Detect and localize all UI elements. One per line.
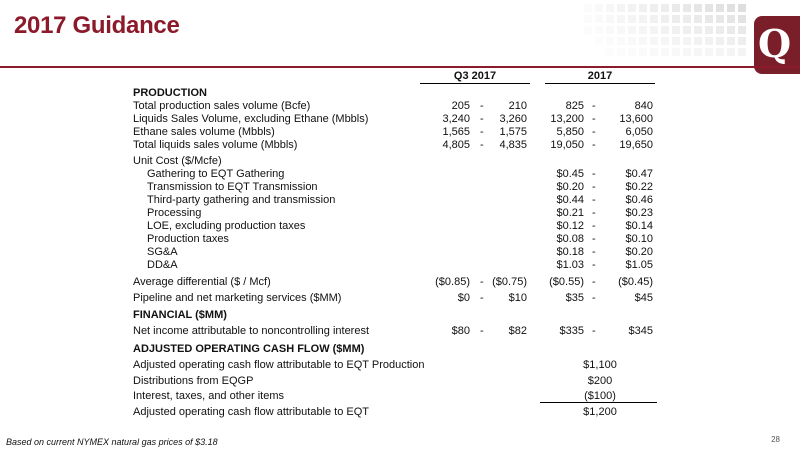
fy-range-dash: -	[592, 233, 596, 245]
table-row	[0, 309, 800, 322]
fy-low-value: $1.03	[556, 259, 584, 271]
decorative-dot	[694, 48, 702, 56]
row-label: Pipeline and net marketing services ($MM)	[133, 292, 342, 304]
decorative-dot	[639, 4, 647, 12]
fy-high-value: $0.14	[625, 220, 653, 232]
q3-low-value: $0	[457, 292, 470, 304]
fy-range-dash: -	[592, 139, 596, 151]
decorative-dot	[672, 15, 680, 23]
decorative-dot	[738, 15, 746, 23]
decorative-dot	[694, 37, 702, 45]
decorative-dot	[738, 48, 746, 56]
q3-low-value: 3,240	[442, 113, 470, 125]
fy-value: $200	[587, 375, 613, 387]
table-row	[0, 259, 800, 272]
row-label: Ethane sales volume (Mbbls)	[133, 126, 275, 138]
table-row	[0, 100, 800, 113]
table-row	[0, 292, 800, 305]
decorative-dot	[727, 48, 735, 56]
q3-range-dash: -	[480, 113, 484, 125]
decorative-dot	[705, 26, 713, 34]
fy-low-value: ($0.55)	[549, 276, 584, 288]
row-label: PRODUCTION	[133, 87, 207, 99]
decorative-dot	[661, 48, 669, 56]
table-row	[0, 155, 800, 168]
decorative-dot	[617, 26, 625, 34]
decorative-dot	[716, 37, 724, 45]
fy-low-value: $0.08	[556, 233, 584, 245]
q3-range-dash: -	[480, 126, 484, 138]
decorative-dot	[661, 15, 669, 23]
table-row	[0, 343, 800, 356]
decorative-dot	[683, 48, 691, 56]
decorative-dot	[650, 15, 658, 23]
fy-high-value: $1.05	[625, 259, 653, 271]
decorative-dot	[595, 4, 603, 12]
fy-high-value: 13,600	[619, 113, 653, 125]
fy-high-value: $0.10	[625, 233, 653, 245]
q3-low-value: 4,805	[442, 139, 470, 151]
decorative-dot	[672, 26, 680, 34]
row-label: Gathering to EQT Gathering	[147, 168, 285, 180]
row-label: LOE, excluding production taxes	[147, 220, 306, 232]
decorative-dot	[650, 37, 658, 45]
fy-high-value: 6,050	[625, 126, 653, 138]
q3-high-value: $82	[508, 325, 527, 337]
decorative-dot	[628, 26, 636, 34]
fy-range-dash: -	[592, 325, 596, 337]
row-label: Adjusted operating cash flow attributable to EQT Production	[133, 359, 425, 371]
decorative-dot	[617, 4, 625, 12]
decorative-dot	[683, 15, 691, 23]
table-row	[0, 325, 800, 338]
fy-high-value: $45	[634, 292, 653, 304]
row-label: Adjusted operating cash flow attributable to EQT	[133, 406, 370, 418]
fy-range-dash: -	[592, 207, 596, 219]
row-label: Unit Cost ($/Mcfe)	[133, 155, 222, 167]
decorative-dot	[595, 37, 603, 45]
page-title: 2017 Guidance	[14, 12, 180, 39]
fy-range-dash: -	[592, 292, 596, 304]
table-row	[0, 126, 800, 139]
row-label: Transmission to EQT Transmission	[147, 181, 318, 193]
fy-range-dash: -	[592, 126, 596, 138]
decorative-dot	[683, 37, 691, 45]
decorative-dot	[738, 37, 746, 45]
decorative-dot	[584, 15, 592, 23]
q3-high-value: $10	[508, 292, 527, 304]
decorative-dot	[606, 4, 614, 12]
decorative-dot	[738, 26, 746, 34]
fy-range-dash: -	[592, 113, 596, 125]
decorative-dot	[705, 15, 713, 23]
decorative-dot	[639, 48, 647, 56]
fy-range-dash: -	[592, 100, 596, 112]
footnote: Based on current NYMEX natural gas prices of $3.18	[6, 437, 218, 447]
row-label: Interest, taxes, and other items	[133, 390, 285, 402]
table-row	[0, 181, 800, 194]
fy-low-value: $35	[565, 292, 584, 304]
q3-range-dash: -	[480, 100, 484, 112]
column-header-2017: 2017	[545, 69, 655, 84]
fy-high-value: $0.22	[625, 181, 653, 193]
q3-high-value: 210	[508, 100, 527, 112]
decorative-dot-pattern	[560, 0, 755, 64]
decorative-dot	[639, 15, 647, 23]
table-row	[0, 194, 800, 207]
table-row	[0, 359, 800, 372]
decorative-dot	[606, 15, 614, 23]
fy-high-value: 840	[634, 100, 653, 112]
decorative-dot	[716, 4, 724, 12]
fy-range-dash: -	[592, 181, 596, 193]
q3-low-value: 1,565	[442, 126, 470, 138]
decorative-dot	[705, 48, 713, 56]
fy-value: $1,100	[583, 359, 617, 371]
fy-low-value: $0.21	[556, 207, 584, 219]
decorative-dot	[628, 15, 636, 23]
row-label: FINANCIAL ($MM)	[133, 309, 227, 321]
decorative-dot	[716, 15, 724, 23]
fy-range-dash: -	[592, 259, 596, 271]
table-row	[0, 113, 800, 126]
table-row	[0, 390, 800, 403]
table-row	[0, 246, 800, 259]
row-label: Average differential ($ / Mcf)	[133, 276, 271, 288]
q3-low-value: ($0.85)	[435, 276, 470, 288]
column-header-q3: Q3 2017	[420, 69, 530, 84]
logo-letter: Q	[758, 21, 792, 66]
row-label: Liquids Sales Volume, excluding Ethane (Mbbls)	[133, 113, 369, 125]
fy-low-value: $0.44	[556, 194, 584, 206]
fy-value: ($100)	[584, 390, 616, 402]
decorative-dot	[617, 48, 625, 56]
q3-low-value: 205	[451, 100, 470, 112]
decorative-dot	[705, 4, 713, 12]
page-number: 28	[771, 435, 780, 444]
fy-low-value: 19,050	[550, 139, 584, 151]
decorative-dot	[672, 4, 680, 12]
q3-high-value: ($0.75)	[492, 276, 527, 288]
q3-high-value: 4,835	[499, 139, 527, 151]
row-label: Total production sales volume (Bcfe)	[133, 100, 311, 112]
row-label: DD&A	[147, 259, 178, 271]
decorative-dot	[628, 37, 636, 45]
table-row	[0, 207, 800, 220]
fy-range-dash: -	[592, 194, 596, 206]
decorative-dot	[595, 26, 603, 34]
fy-high-value: ($0.45)	[618, 276, 653, 288]
subtotal-rule	[540, 402, 657, 403]
decorative-dot	[716, 48, 724, 56]
fy-high-value: $345	[628, 325, 653, 337]
fy-high-value: $0.20	[625, 246, 653, 258]
decorative-dot	[694, 26, 702, 34]
fy-value: $1,200	[583, 406, 617, 418]
fy-low-value: $0.45	[556, 168, 584, 180]
q3-low-value: $80	[451, 325, 470, 337]
fy-low-value: 5,850	[556, 126, 584, 138]
q3-range-dash: -	[480, 139, 484, 151]
fy-high-value: $0.23	[625, 207, 653, 219]
table-row	[0, 233, 800, 246]
decorative-dot	[727, 26, 735, 34]
decorative-dot	[672, 37, 680, 45]
decorative-dot	[584, 4, 592, 12]
fy-high-value: 19,650	[619, 139, 653, 151]
table-row	[0, 276, 800, 289]
table-row	[0, 168, 800, 181]
decorative-dot	[650, 4, 658, 12]
fy-high-value: $0.46	[625, 194, 653, 206]
row-label: Processing	[147, 207, 202, 219]
decorative-dot	[683, 26, 691, 34]
decorative-dot	[727, 15, 735, 23]
row-label: SG&A	[147, 246, 178, 258]
decorative-dot	[661, 37, 669, 45]
row-label: Net income attributable to noncontrolling interest	[133, 325, 370, 337]
decorative-dot	[606, 37, 614, 45]
fy-low-value: 13,200	[550, 113, 584, 125]
decorative-dot	[661, 4, 669, 12]
q3-range-dash: -	[480, 292, 484, 304]
decorative-dot	[595, 15, 603, 23]
fy-low-value: $0.20	[556, 181, 584, 193]
table-row	[0, 87, 800, 100]
table-row	[0, 375, 800, 388]
decorative-dot	[639, 26, 647, 34]
table-row	[0, 139, 800, 152]
decorative-dot	[727, 4, 735, 12]
fy-high-value: $0.47	[625, 168, 653, 180]
decorative-dot	[694, 4, 702, 12]
decorative-dot	[628, 4, 636, 12]
decorative-dot	[628, 48, 636, 56]
row-label: Total liquids sales volume (Mbbls)	[133, 139, 298, 151]
decorative-dot	[716, 26, 724, 34]
fy-low-value: 825	[565, 100, 584, 112]
row-label: ADJUSTED OPERATING CASH FLOW ($MM)	[133, 343, 365, 355]
fy-low-value: $0.12	[556, 220, 584, 232]
decorative-dot	[661, 26, 669, 34]
row-label: Production taxes	[147, 233, 229, 245]
row-label: Distributions from EQGP	[133, 375, 254, 387]
fy-low-value: $335	[559, 325, 584, 337]
fy-range-dash: -	[592, 220, 596, 232]
title-rule	[0, 66, 800, 68]
decorative-dot	[606, 48, 614, 56]
decorative-dot	[584, 26, 592, 34]
table-row	[0, 406, 800, 419]
decorative-dot	[606, 26, 614, 34]
fy-low-value: $0.18	[556, 246, 584, 258]
decorative-dot	[617, 15, 625, 23]
decorative-dot	[672, 48, 680, 56]
fy-range-dash: -	[592, 246, 596, 258]
decorative-dot	[727, 37, 735, 45]
fy-range-dash: -	[592, 276, 596, 288]
decorative-dot	[738, 4, 746, 12]
decorative-dot	[694, 15, 702, 23]
decorative-dot	[705, 37, 713, 45]
decorative-dot	[650, 48, 658, 56]
q3-high-value: 3,260	[499, 113, 527, 125]
decorative-dot	[683, 4, 691, 12]
table-row	[0, 220, 800, 233]
decorative-dot	[639, 37, 647, 45]
q3-range-dash: -	[480, 325, 484, 337]
row-label: Third-party gathering and transmission	[147, 194, 336, 206]
decorative-dot	[617, 37, 625, 45]
fy-range-dash: -	[592, 168, 596, 180]
decorative-dot	[650, 26, 658, 34]
q3-range-dash: -	[480, 276, 484, 288]
q3-high-value: 1,575	[499, 126, 527, 138]
